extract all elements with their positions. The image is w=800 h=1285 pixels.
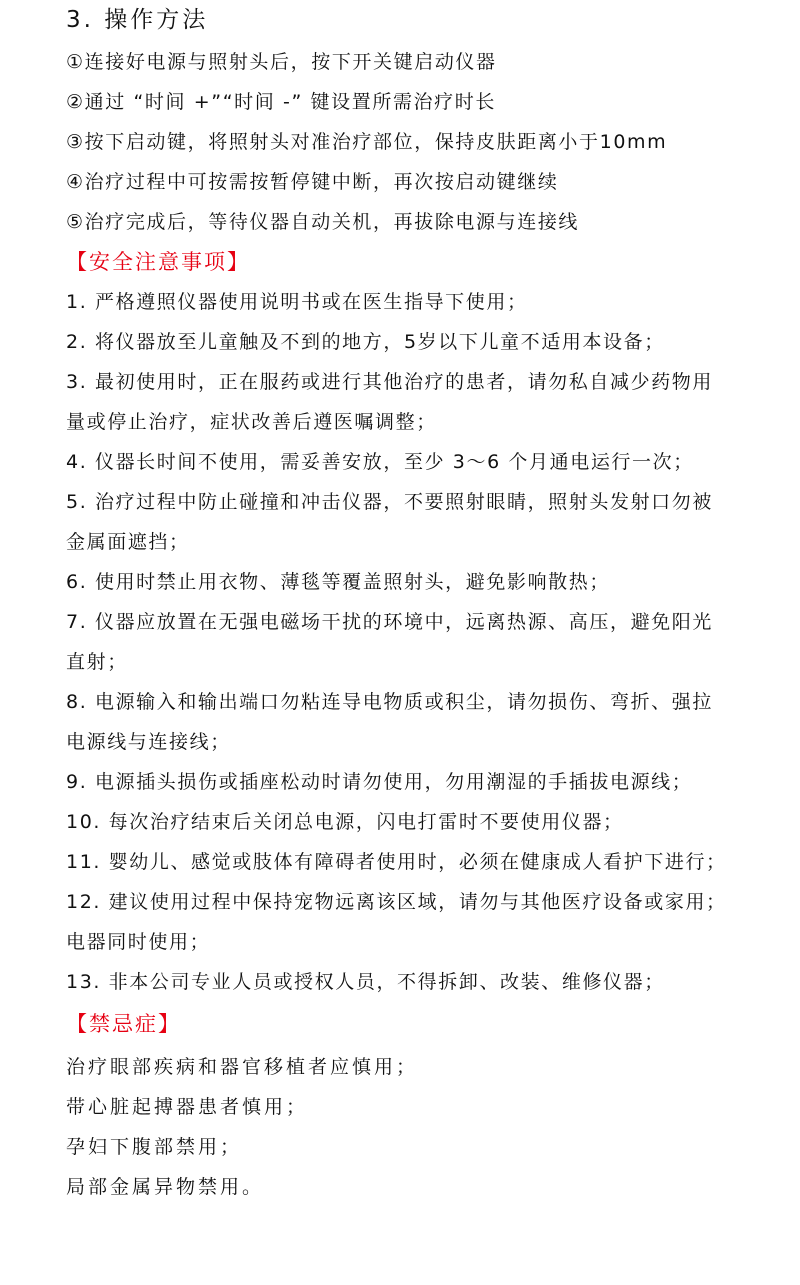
safety-line: 10. 每次治疗结束后关闭总电源，闪电打雷时不要使用仪器； (66, 811, 624, 833)
safety-line: 9. 电源插头损伤或插座松动时请勿使用，勿用潮湿的手插拔电源线； (66, 771, 693, 793)
safety-line: 7. 仪器应放置在无强电磁场干扰的环境中，远离热源、高压，避免阳光 (66, 611, 713, 633)
operation-step: ①连接好电源与照射头后，按下开关键启动仪器 (66, 51, 497, 73)
section-header-contraindications: 【禁忌症】 (66, 1012, 181, 1036)
safety-line: 13. 非本公司专业人员或授权人员，不得拆卸、改装、维修仪器； (66, 971, 665, 993)
safety-line: 2. 将仪器放至儿童触及不到的地方，5岁以下儿童不适用本设备； (66, 331, 665, 353)
section-title-operation: 3. 操作方法 (66, 7, 209, 33)
contraindication-line: 孕妇下腹部禁用； (66, 1136, 243, 1158)
safety-line: 5. 治疗过程中防止碰撞和冲击仪器，不要照射眼睛，照射头发射口勿被 (66, 491, 713, 513)
safety-line: 6. 使用时禁止用衣物、薄毯等覆盖照射头，避免影响散热； (66, 571, 610, 593)
operation-step: ③按下启动键，将照射头对准治疗部位，保持皮肤距离小于10mm (66, 131, 668, 153)
safety-line: 电源线与连接线； (66, 731, 231, 753)
safety-line: 4. 仪器长时间不使用，需妥善安放，至少 3～6 个月通电运行一次； (66, 451, 694, 473)
safety-line: 3. 最初使用时，正在服药或进行其他治疗的患者，请勿私自减少药物用 (66, 371, 713, 393)
safety-line: 直射； (66, 651, 128, 673)
safety-line: 金属面遮挡； (66, 531, 190, 553)
safety-line: 1. 严格遵照仪器使用说明书或在医生指导下使用； (66, 291, 528, 313)
section-header-safety: 【安全注意事项】 (66, 250, 250, 274)
operation-step: ④治疗过程中可按需按暂停键中断，再次按启动键继续 (66, 171, 559, 193)
safety-line: 量或停止治疗，症状改善后遵医嘱调整； (66, 411, 437, 433)
contraindication-line: 治疗眼部疾病和器官移植者应慎用； (66, 1056, 419, 1078)
operation-step: ⑤治疗完成后，等待仪器自动关机，再拔除电源与连接线 (66, 211, 580, 233)
safety-line: 8. 电源输入和输出端口勿粘连导电物质或积尘，请勿损伤、弯折、强拉 (66, 691, 713, 713)
contraindication-line: 局部金属异物禁用。 (66, 1176, 265, 1198)
contraindication-line: 带心脏起搏器患者慎用； (66, 1096, 309, 1118)
safety-line: 12. 建议使用过程中保持宠物远离该区域，请勿与其他医疗设备或家用； (66, 891, 727, 913)
operation-step: ②通过 “时间 +”“时间 -” 键设置所需治疗时长 (66, 91, 496, 113)
safety-line: 11. 婴幼儿、感觉或肢体有障碍者使用时，必须在健康成人看护下进行； (66, 851, 727, 873)
safety-line: 电器同时使用； (66, 931, 211, 953)
